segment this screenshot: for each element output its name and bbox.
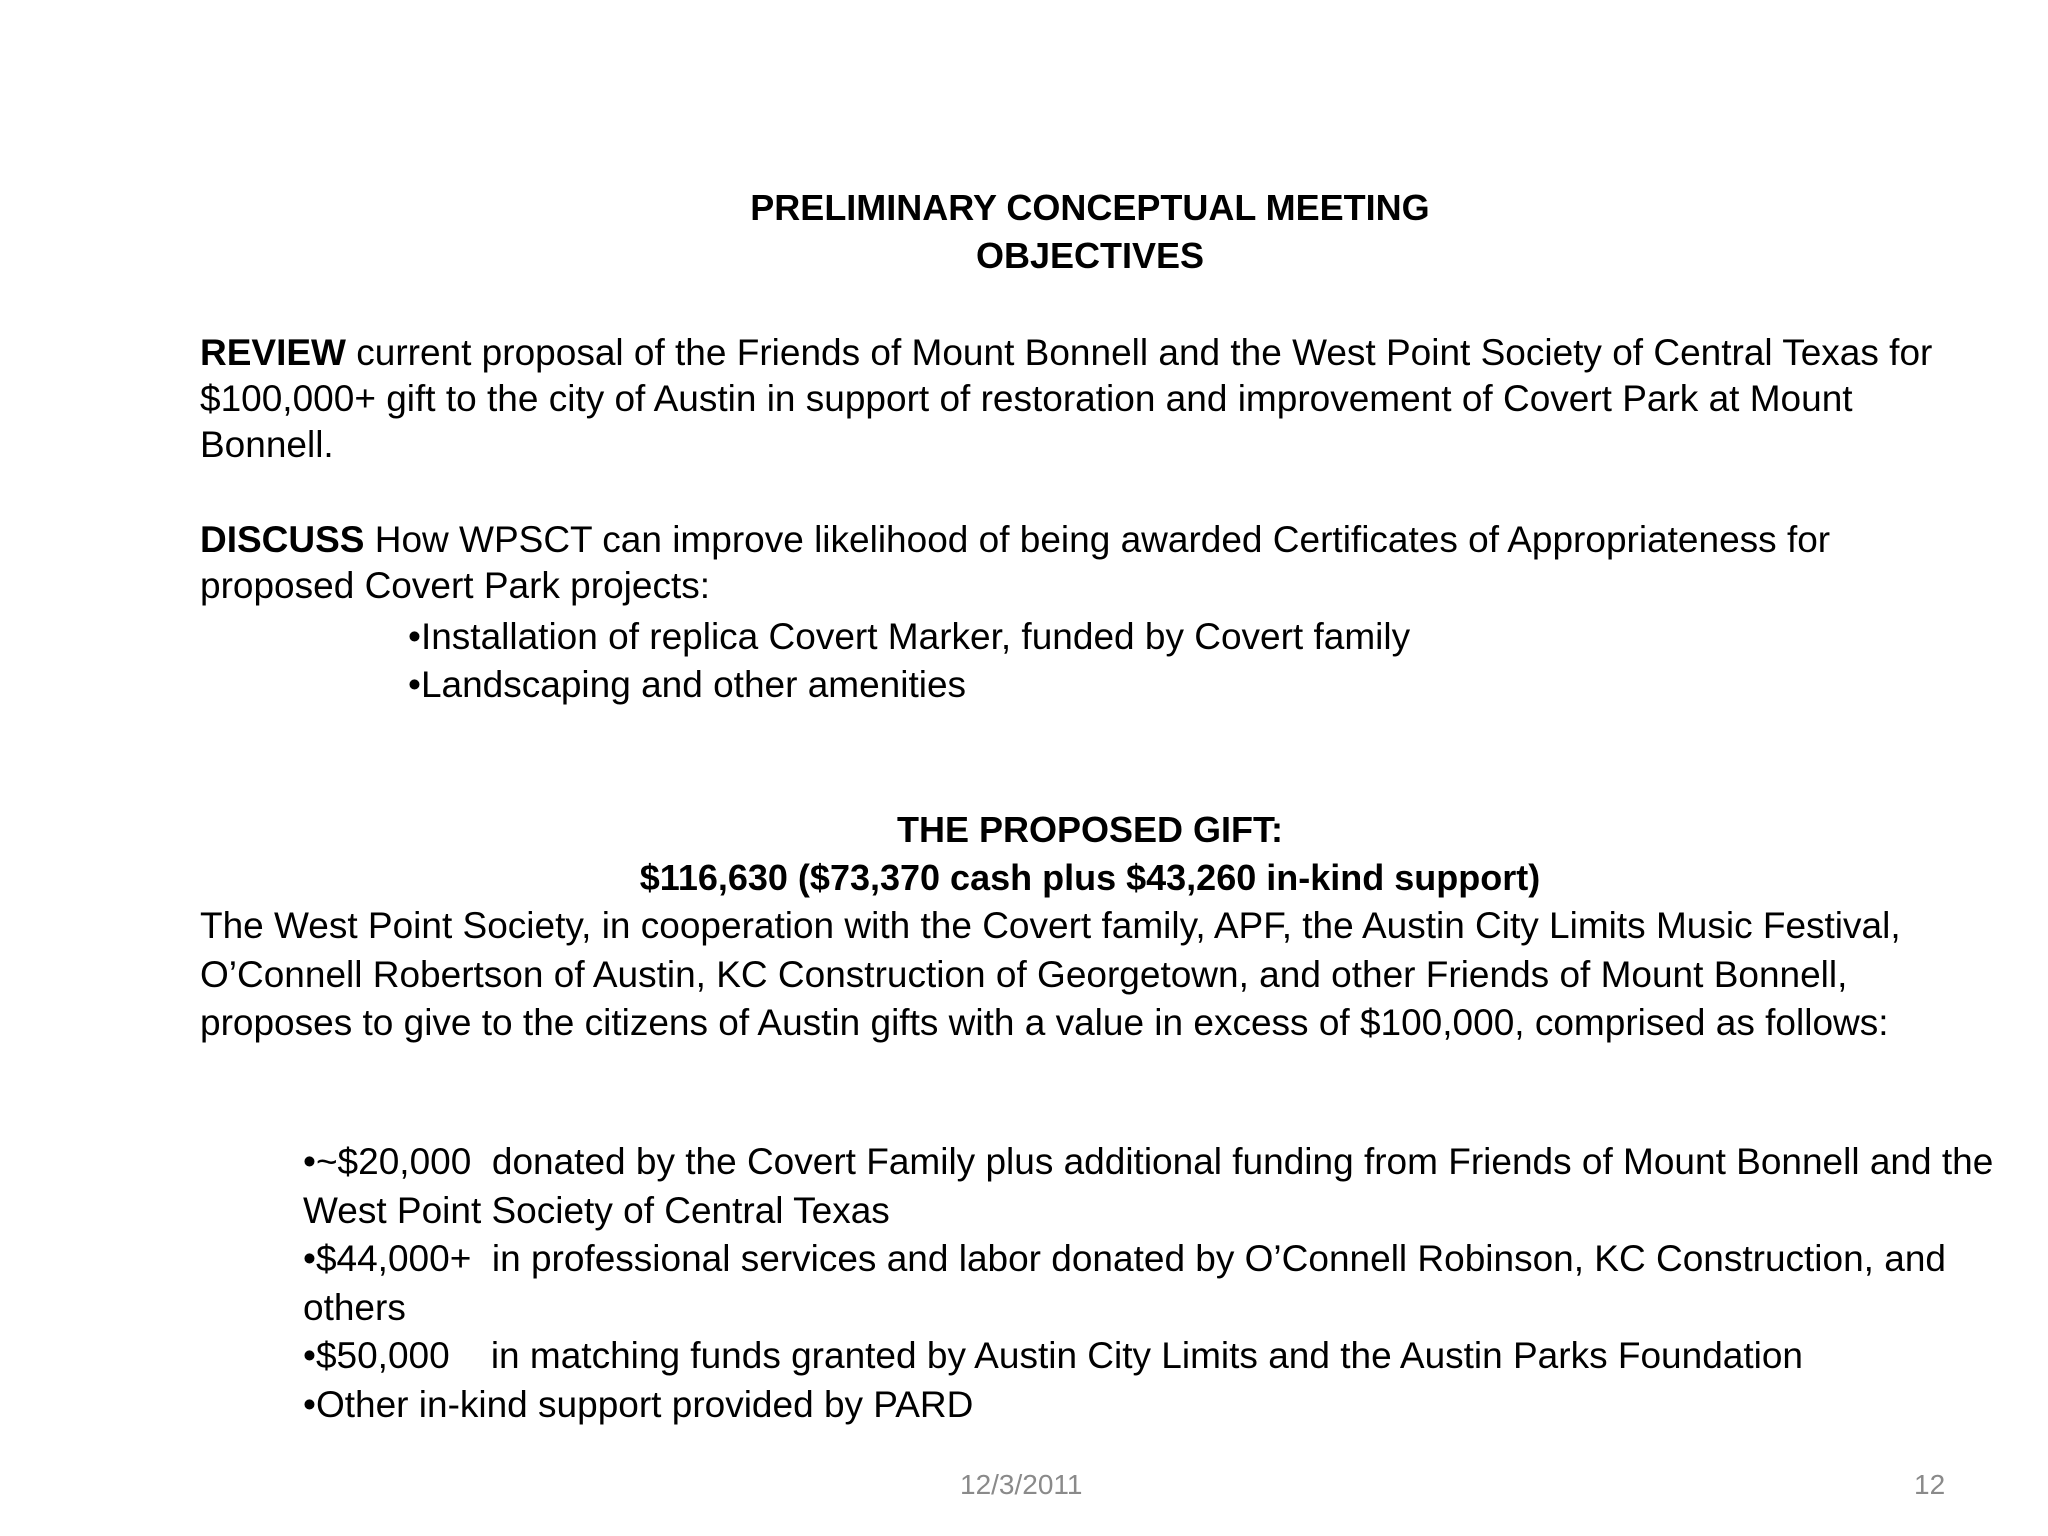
discuss-keyword: DISCUSS bbox=[200, 519, 365, 560]
footer-page-number: 12 bbox=[1914, 1469, 1946, 1500]
gift-item-pard-support: •Other in-kind support provided by PARD bbox=[303, 1383, 974, 1425]
heading-line-1: PRELIMINARY CONCEPTUAL MEETING bbox=[750, 187, 1430, 228]
gift-heading: THE PROPOSED GIFT: bbox=[896, 809, 1284, 850]
gift-item-list bbox=[303, 1138, 2003, 1429]
gift-item-covert-family: •~$20,000 donated by the Covert Family plus additional funding from Friends of Mount Bonnell and the West Point Society of Central Texas bbox=[303, 1141, 2004, 1231]
gift-amount-heading: $116,630 ($73,370 cash plus $43,260 in-kind support) bbox=[639, 857, 1541, 898]
gift-item-professional-services: •$44,000+ in professional services and labor donated by O’Connell Robinson, KC Construction, and others bbox=[303, 1238, 1957, 1328]
review-keyword: REVIEW bbox=[200, 332, 346, 373]
gift-item-matching-funds: •$50,000 in matching funds granted by Austin City Limits and the Austin Parks Foundation bbox=[303, 1335, 1803, 1376]
heading-line-2: OBJECTIVES bbox=[975, 235, 1205, 276]
discuss-text: How WPSCT can improve likelihood of being awarded Certificates of Appropriateness for proposed Covert Park projects: bbox=[200, 519, 1831, 606]
gift-description: The West Point Society, in cooperation with the Covert family, APF, the Austin City Limits Music Festival, O’Connell Robertson of Austin, KC Construction of Georgetown, and other Friends of Mount Bonnell, proposes to give to the citizens of Austin gifts with a value in excess of $100,000, comprised as follows: bbox=[200, 905, 1901, 1043]
footer-date: 12/3/2011 bbox=[960, 1469, 1083, 1500]
review-text: current proposal of the Friends of Mount Bonnell and the West Point Society of Central Texas for $100,000+ gift to the city of Austin in support of restoration and improvement of Covert Park at Mount Bonnell. bbox=[200, 332, 1933, 465]
discuss-paragraph bbox=[200, 517, 1940, 609]
review-paragraph bbox=[200, 330, 1940, 468]
discuss-bullet-2: •Landscaping and other amenities bbox=[408, 664, 967, 705]
discuss-bullet-1: •Installation of replica Covert Marker, funded by Covert family bbox=[408, 616, 1411, 657]
